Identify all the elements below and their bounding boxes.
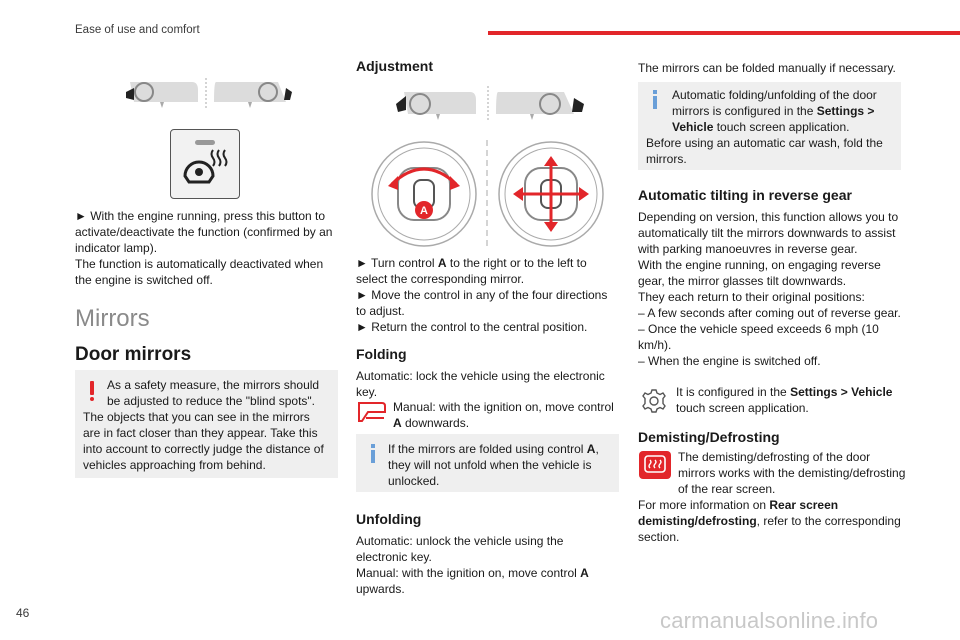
adjustment-instructions: ► Turn control A to the right or to the left to select the corresponding mirror. ► Move the control in any of the four directions to adjust. ► Return the control to the central position. bbox=[356, 255, 618, 335]
warning-text: The objects that you can see in the mirrors are in fact closer than they appear. Take this into account to correctly judge the distance of vehicles approaching from behind. bbox=[83, 410, 324, 472]
warning-icon bbox=[90, 381, 94, 395]
manual-fold-text: The mirrors can be folded manually if necessary. bbox=[638, 61, 896, 75]
control-a-label: A bbox=[420, 205, 428, 217]
info-box: Automatic folding/unfolding of the door mirrors is configured in the Settings > Vehicle touch screen application. Before using an automatic car wash, fold the mirrors. bbox=[638, 82, 901, 170]
tilt-text: Depending on version, this function allows you to automatically tilt the mirrors downwards to assist with parking manoeuvres in reverse gear. With the engine running, on engaging reverse gear, the mirror glasses tilt downwards. They each return to their original positions: – A few seconds after coming out of reverse gear. – Once the vehicle speed exceeds 6 mph (10 km/h). – When the engine is switched off. bbox=[638, 210, 901, 368]
info-box: If the mirrors are folded using control A, they will not unfold when the vehicle is unlocked. bbox=[356, 434, 619, 492]
subsection-title: Door mirrors bbox=[75, 344, 192, 365]
control-a-rotate-diagram bbox=[370, 140, 478, 248]
tilt-config-text: It is configured in the Settings > Vehicle touch screen application. bbox=[676, 385, 893, 415]
unfolding-text: Automatic: unlock the vehicle using the electronic key. Manual: with the ignition on, move control A upwards. bbox=[356, 534, 589, 596]
demist-text: The demisting/defrosting of the door mirrors works with the demisting/defrosting of the rear screen. For more information on Rear screen demisting/defrosting, refer to the corresponding section. bbox=[638, 450, 906, 544]
heated-mirror-icon bbox=[171, 130, 239, 198]
instruction-text: ► Move the control in any of the four directions to adjust. bbox=[356, 288, 608, 318]
instruction-text: ► Return the control to the central position. bbox=[356, 320, 588, 334]
control-a-direction-diagram bbox=[497, 140, 605, 248]
mirror-demist-button bbox=[170, 129, 240, 199]
adjustment-heading: Adjustment bbox=[356, 58, 433, 74]
mirror-select-illustration bbox=[390, 82, 588, 126]
mirror-illustration bbox=[120, 74, 292, 114]
info-icon bbox=[653, 90, 657, 94]
info-icon bbox=[371, 444, 375, 448]
mirror-fold-icon bbox=[356, 399, 388, 425]
watermark: carmanualsonline.info bbox=[660, 608, 879, 633]
warning-box bbox=[75, 370, 338, 478]
instruction-text: ► With the engine running, press this button to activate/deactivate the function (confirmed by an indicator lamp). bbox=[75, 209, 333, 255]
folding-heading: Folding bbox=[356, 346, 407, 362]
running-header: Ease of use and comfort bbox=[75, 24, 200, 36]
header-accent-bar bbox=[488, 31, 960, 35]
divider bbox=[485, 140, 489, 246]
settings-gear-icon bbox=[638, 386, 670, 416]
folding-manual-text: Manual: with the ignition on, move control A downwards. bbox=[393, 400, 614, 430]
folding-auto-text: Automatic: lock the vehicle using the electronic key. bbox=[356, 369, 605, 399]
instruction-text: The function is automatically deactivated when the engine is switched off. bbox=[75, 257, 324, 287]
tilt-heading: Automatic tilting in reverse gear bbox=[638, 187, 852, 203]
unfolding-heading: Unfolding bbox=[356, 511, 422, 527]
warning-text: As a safety measure, the mirrors should be adjusted to reduce the "blind spots". bbox=[107, 378, 320, 408]
page-number: 46 bbox=[16, 606, 30, 620]
demist-heading: Demisting/Defrosting bbox=[638, 429, 780, 445]
section-title: Mirrors bbox=[75, 305, 150, 332]
demist-instructions bbox=[75, 208, 340, 288]
